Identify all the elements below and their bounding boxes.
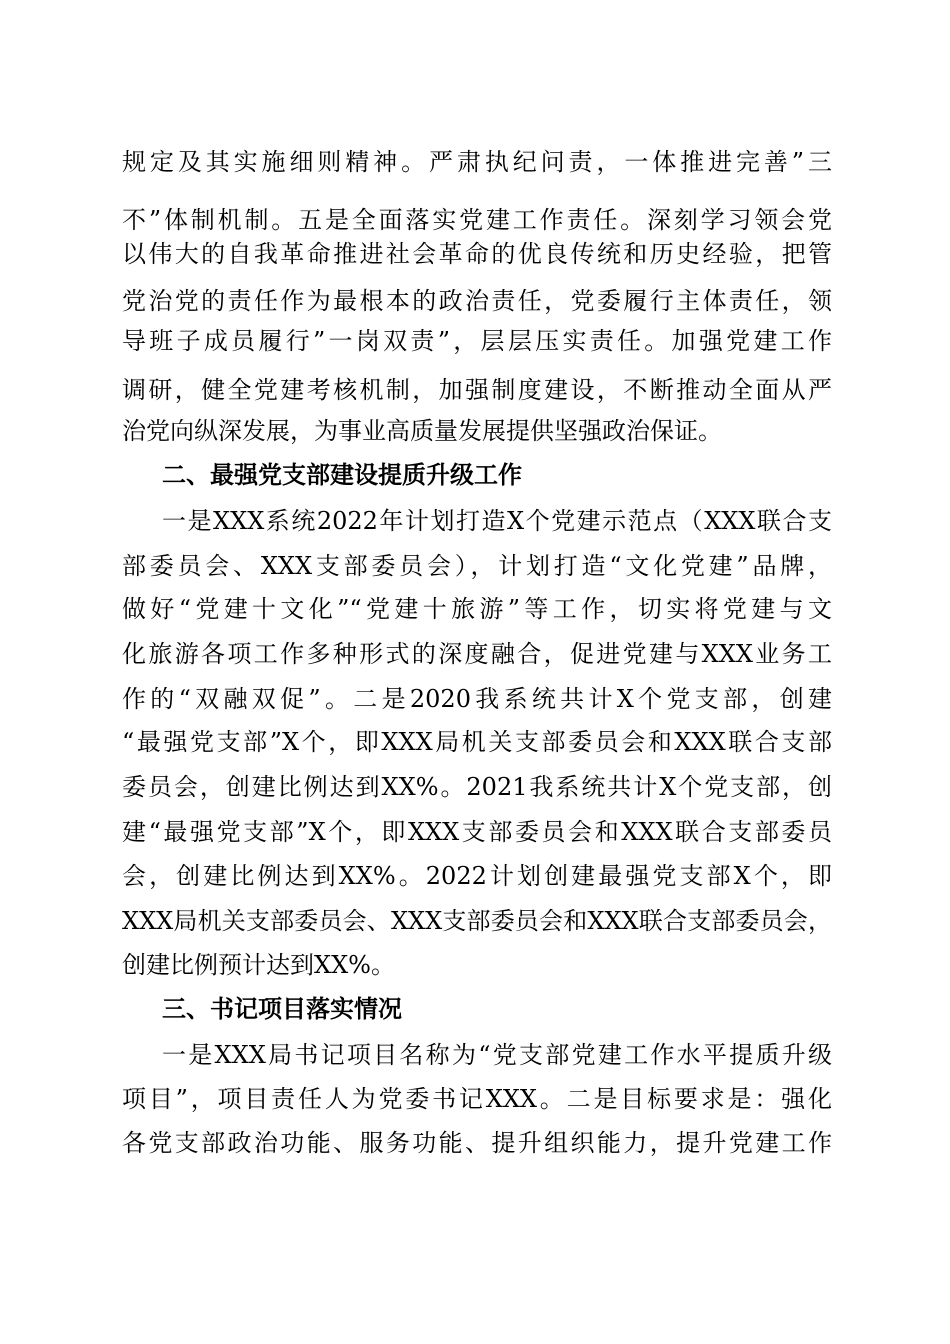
paragraph-1-line: 治党向纵深发展，为事业高质量发展提供坚强政治保证。 <box>122 417 722 445</box>
paragraph-1-line: 不”体制机制。五是全面落实党建工作责任。深刻学习领会党 <box>122 206 832 234</box>
paragraph-1-line: 以伟大的自我革命推进社会革命的优良传统和历史经验，把管 <box>122 240 832 268</box>
paragraph-2-line: “最强党支部”X个，即XXX局机关支部委员会和XXX联合支部 <box>122 728 832 756</box>
paragraph-1-line: 规定及其实施细则精神。严肃执纪问责，一体推进完善”三 <box>122 148 832 176</box>
paragraph-1-line: 党治党的责任作为最根本的政治责任，党委履行主体责任，领 <box>122 287 832 315</box>
paragraph-2-line: 作的“双融双促”。二是2020我系统共计X个党支部，创建 <box>122 685 832 713</box>
paragraph-1-line: 导班子成员履行”一岗双责”，层层压实责任。加强党建工作 <box>122 327 832 355</box>
paragraph-2-line: 会，创建比例达到XX%。2022计划创建最强党支部X个，即 <box>122 862 832 890</box>
paragraph-2-line: 化旅游各项工作多种形式的深度融合，促进党建与XXX业务工 <box>122 640 832 668</box>
paragraph-2-line: 创建比例预计达到XX%。 <box>122 951 395 979</box>
section-heading-2: 二、最强党支部建设提质升级工作 <box>162 461 522 489</box>
paragraph-3-line: 各党支部政治功能、服务功能、提升组织能力，提升党建工作 <box>122 1129 832 1157</box>
paragraph-2-line: 一是XXX系统2022年计划打造X个党建示范点（XXX联合支 <box>162 507 832 535</box>
paragraph-2-line: XXX局机关支部委员会、XXX支部委员会和XXX联合支部委员会， <box>122 907 832 935</box>
paragraph-2-line: 委员会，创建比例达到XX%。2021我系统共计X个党支部，创 <box>122 773 832 801</box>
paragraph-2-line: 部委员会、XXX支部委员会），计划打造“文化党建”品牌， <box>122 552 832 580</box>
paragraph-1-line: 调研，健全党建考核机制，加强制度建设，不断推动全面从严 <box>122 376 832 404</box>
paragraph-2-line: 建“最强党支部”X个，即XXX支部委员会和XXX联合支部委员 <box>122 818 832 846</box>
section-heading-3: 三、书记项目落实情况 <box>162 995 402 1023</box>
paragraph-3-line: 项目”，项目责任人为党委书记XXX。二是目标要求是：强化 <box>122 1085 832 1113</box>
paragraph-3-line: 一是XXX局书记项目名称为“党支部党建工作水平提质升级 <box>162 1041 832 1069</box>
paragraph-2-line: 做好“党建十文化”“党建十旅游”等工作，切实将党建与文 <box>122 595 832 623</box>
